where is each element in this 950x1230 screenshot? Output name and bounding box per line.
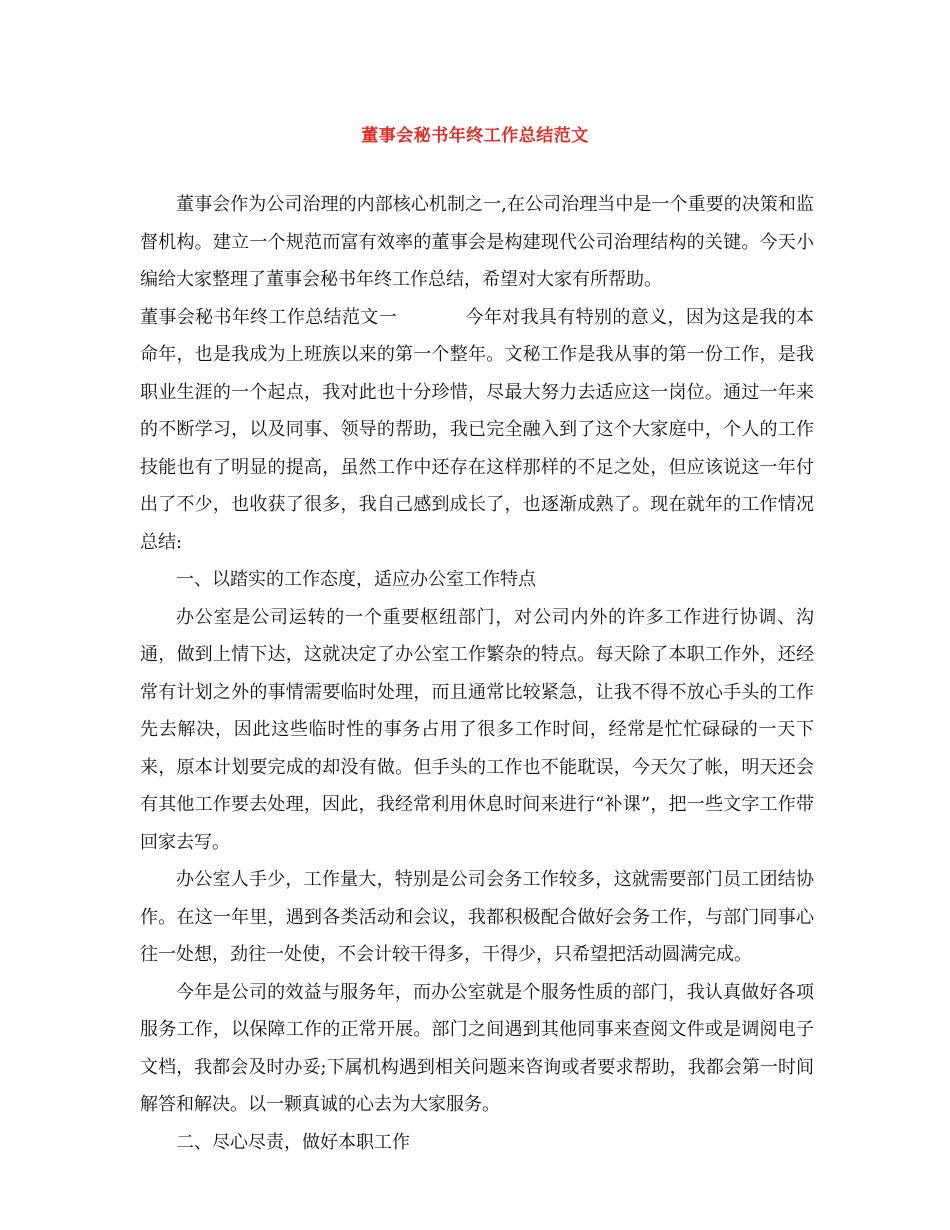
paragraph-one: 办公室是公司运转的一个重要枢纽部门，对公司内外的许多工作进行协调、沟通，做到上情下达，这就决定了办公室工作繁杂的特点。每天除了本职工作外，还经常有计划之外的事情需要临时处理，而且通常比较紧急，让我不得不放心手头的工作先去解决，因此这些临时性的事务占用了很多工作时间，经常是忙忙碌碌的一天下来，原本计划要完成的却没有做。但手头的工作也不能耽误，今天欠了帐，明天还会有其他工作要去处理，因此，我经常利用休息时间来进行“补课”，把一些文字工作带回家去写。 — [140, 606, 814, 853]
section-first-text: 今年对我具有特别的意义，因为这是我的本命年，也是我成为上班族以来的第一个整年。文秘工作是我从事的第一份工作，是我职业生涯的一个起点，我对此也十分珍惜，尽最大努力去适应这一岗位。通过一年来的不断学习，以及同事、领导的帮助，我已完全融入到了这个大家庭中，个人的工作技能也有了明显的提高，虽然工作中还存在这样那样的不足之处，但应该说这一年付出了不少，也收获了很多，我自己感到成长了，也逐渐成熟了。现在就年的工作情况总结: — [140, 306, 815, 553]
section-heading: 董事会秘书年终工作总结范文一 — [140, 306, 398, 328]
paragraph-two: 办公室人手少，工作量大，特别是公司会务工作较多，这就需要部门员工团结协作。在这一年里，遇到各类活动和会议，我都积极配合做好会务工作，与部门同事心往一处想，劲往一处使，不会计较干得多，干得少，只希望把活动圆满完成。 — [140, 869, 814, 965]
heading-one: 一、以踏实的工作态度，适应办公室工作特点 — [176, 569, 536, 590]
intro-paragraph: 董事会作为公司治理的内部核心机制之一,在公司治理当中是一个重要的决策和监督机构。建立一个规范而富有效率的董事会是构建现代公司治理结构的关键。今天小编给大家整理了董事会秘书年终工作总结，希望对大家有所帮助。 — [140, 194, 814, 290]
heading-two: 二、尽心尽责，做好本职工作 — [176, 1131, 410, 1153]
document-title: 董事会秘书年终工作总结范文 — [361, 126, 589, 146]
paragraph-three: 今年是公司的效益与服务年，而办公室就是个服务性质的部门，我认真做好各项服务工作，以保障工作的正常开展。部门之间遇到其他同事来查阅文件或是调阅电子文档，我都会及时办妥;下属机构遇到相关问题来咨询或者要求帮助，我都会第一时间解答和解决。以一颗真诚的心去为大家服务。 — [140, 981, 814, 1115]
document-body — [140, 186, 814, 1161]
section-one-paragraph — [140, 299, 814, 562]
